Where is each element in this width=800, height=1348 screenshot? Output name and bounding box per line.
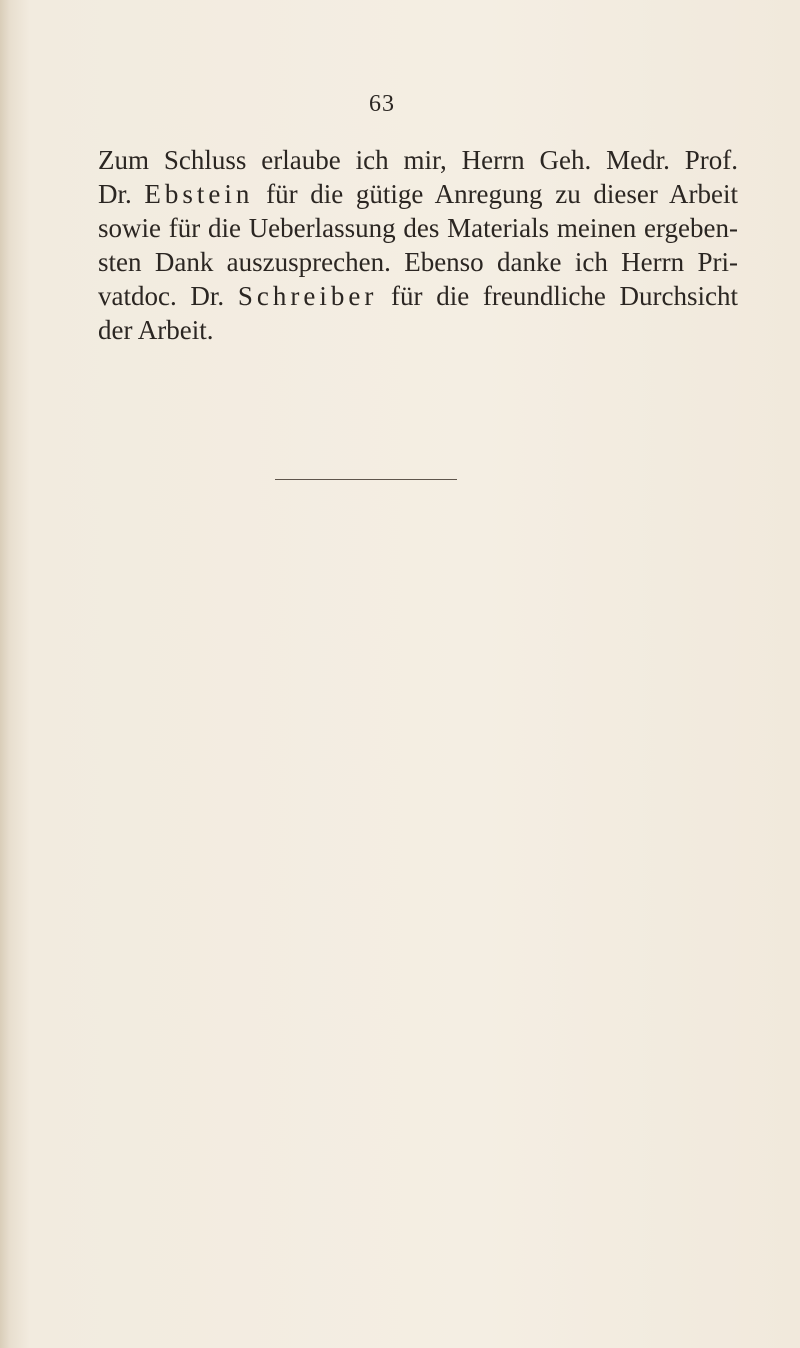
text-segment: vatdoc. Dr.	[98, 281, 225, 311]
text-segment: für die freundliche Durchsicht	[391, 281, 738, 311]
text-line-6: der Arbeit.	[98, 315, 214, 345]
page-number: 63	[369, 91, 395, 117]
person-name-schreiber: Schreiber	[237, 281, 378, 311]
text-line-1: Zum Schluss erlaube ich mir, Herrn Geh. Medr. Prof.	[98, 145, 738, 175]
text-line-2	[98, 177, 738, 211]
acknowledgement-paragraph	[98, 143, 738, 347]
text-line-4: sten Dank auszusprechen. Ebenso danke ich Herrn Pri-	[98, 247, 738, 277]
text-line-5	[98, 279, 738, 313]
horizontal-rule	[275, 479, 457, 480]
text-segment: für die gütige Anregung zu dieser Arbeit	[266, 179, 738, 209]
text-line-3: sowie für die Ueberlassung des Materials meinen ergeben-	[98, 213, 738, 243]
person-name-ebstein: Ebstein	[144, 179, 254, 209]
text-segment: Dr.	[98, 179, 132, 209]
